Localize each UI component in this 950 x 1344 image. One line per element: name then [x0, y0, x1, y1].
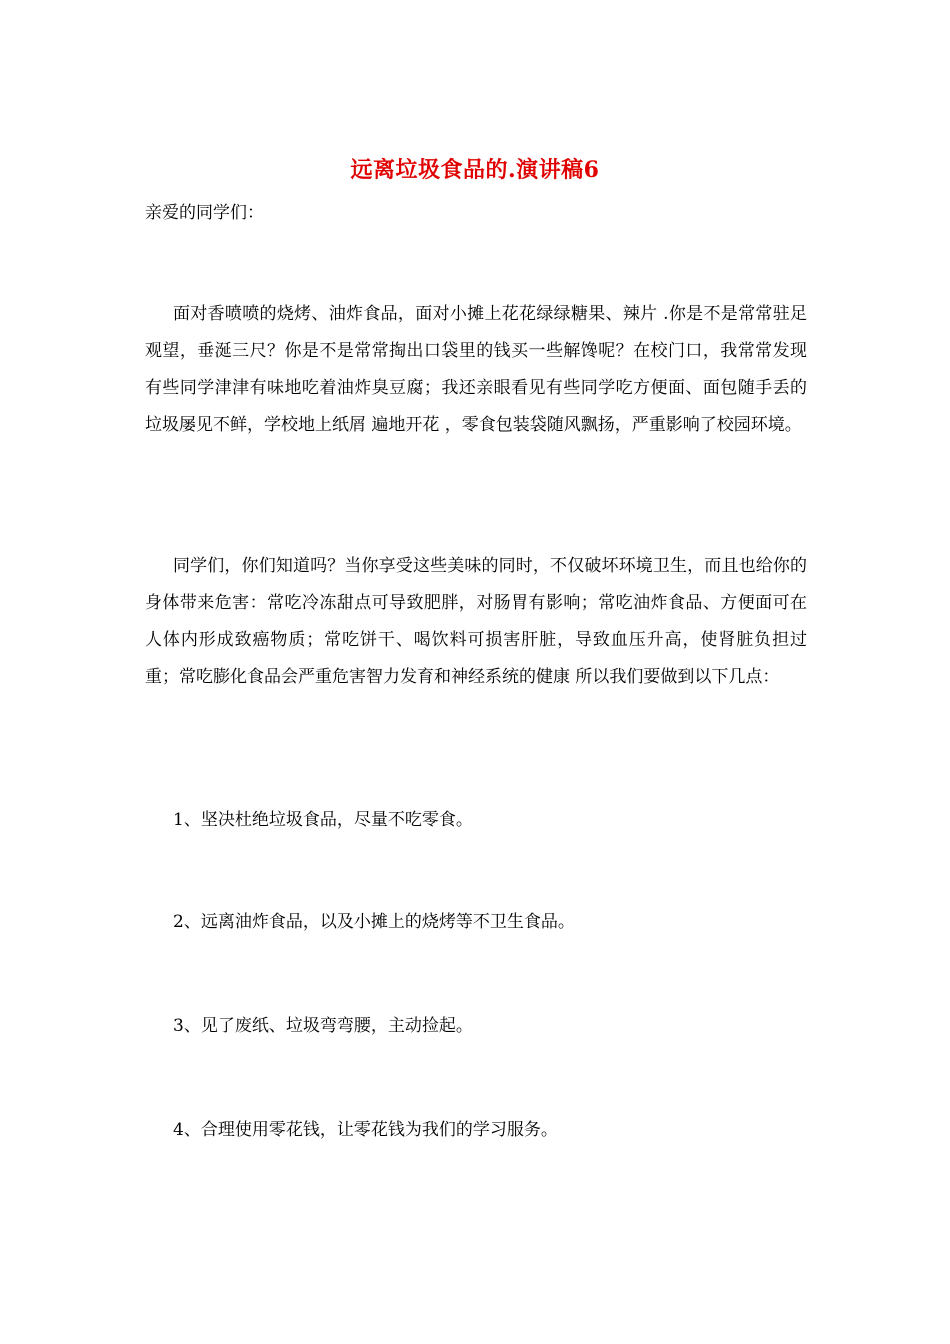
- paragraph-2: 同学们，你们知道吗？当你享受这些美味的同时，不仅破坏环境卫生，而且也给你的身体带来危害：常吃冷冻甜点可导致肥胖，对肠胃有影响；常吃油炸食品、方便面可在人体内形成致癌物质；常吃饼干、喝饮料可损害肝脏，导致血压升高，使肾脏负担过重；常吃膨化食品会严重危害智力发育和神经系统的健康 所以我们要做到以下几点：: [145, 556, 807, 687]
- document-title: 远离垃圾食品的.演讲稿6: [350, 157, 600, 183]
- list-item-1: 1、坚决杜绝垃圾食品，尽量不吃零食。: [173, 810, 473, 830]
- paragraph-1: 面对香喷喷的烧烤、油炸食品，面对小摊上花花绿绿糖果、辣片 .你是不是常常驻足观望，垂涎三尺？你是不是常常掏出口袋里的钱买一些解馋呢？在校门口，我常常发现有些同学津津有味地吃着油炸臭豆腐；我还亲眼看见有些同学吃方便面、面包随手丢的垃圾屡见不鲜，学校地上纸屑 遍地开花 ，零食包装袋随风飘扬，严重影响了校园环境。: [145, 304, 807, 435]
- list-item-2: 2、远离油炸食品，以及小摊上的烧烤等不卫生食品。: [173, 912, 575, 932]
- greeting: 亲爱的同学们：: [145, 203, 264, 223]
- list-item-3: 3、见了废纸、垃圾弯弯腰，主动捡起。: [173, 1016, 473, 1036]
- list-item-4: 4、合理使用零花钱，让零花钱为我们的学习服务。: [173, 1120, 558, 1140]
